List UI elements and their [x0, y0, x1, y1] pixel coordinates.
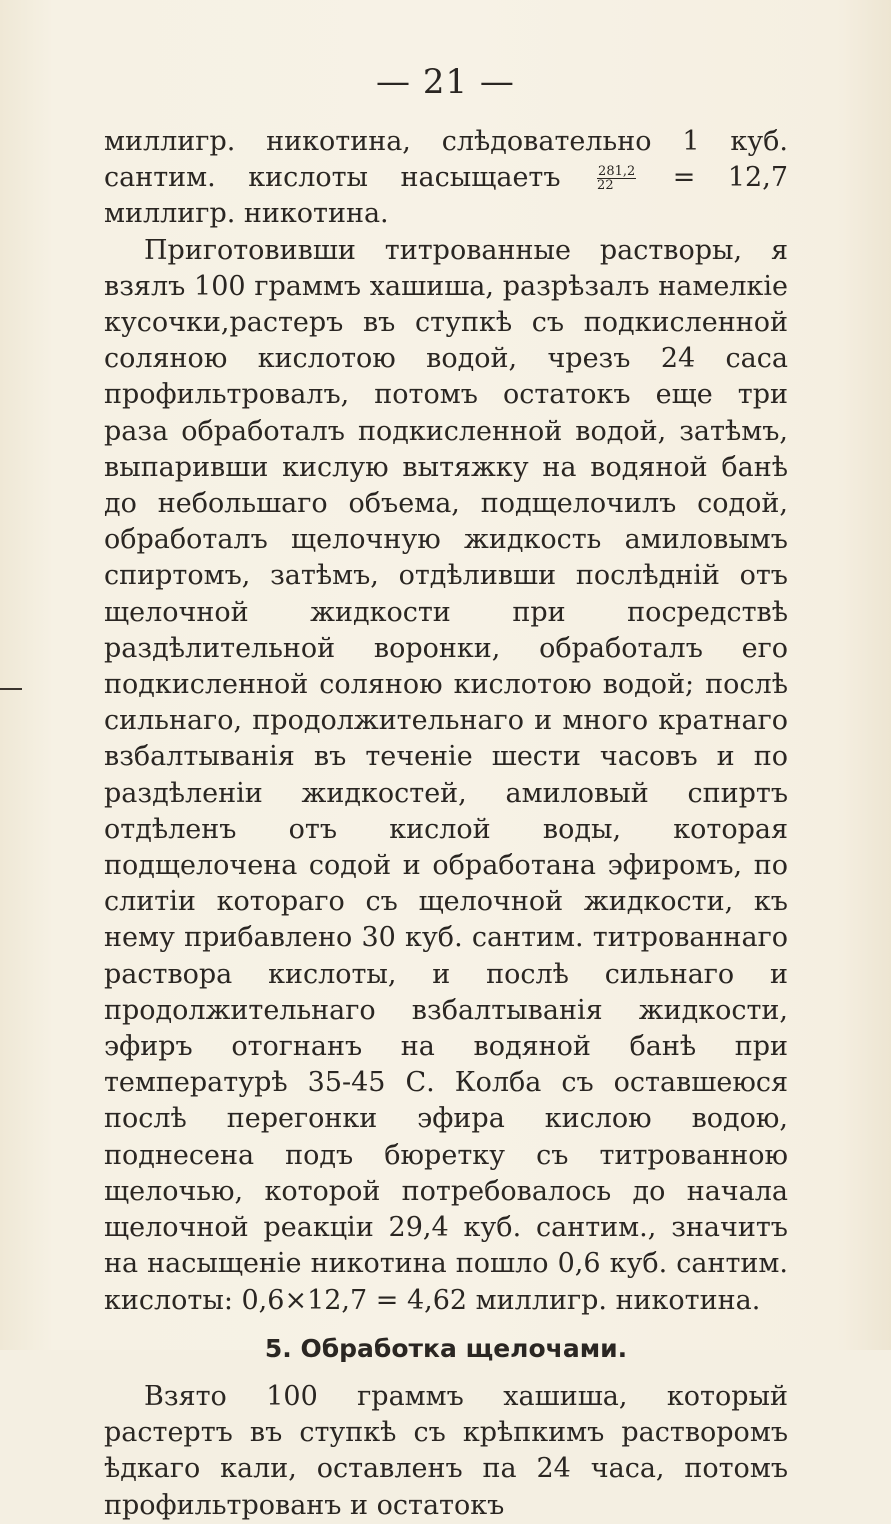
paragraph-1-start: миллигр. никотина, слѣдовательно 1 куб. сантим. кислоты насыщаетъ — [104, 126, 788, 194]
fraction — [597, 165, 636, 192]
paragraph-1 — [104, 124, 788, 233]
margin-mark — [0, 688, 22, 690]
paragraph-3: Взято 100 граммъ хашиша, который растертъ въ ступкѣ съ крѣпкимъ растворомъ ѣдкаго кали, оставленъ па 24 часа, потомъ профильтрованъ и остатокъ — [104, 1380, 788, 1521]
section-heading: 5. Обработка щелочами. — [264, 1333, 628, 1363]
paragraph-1-end: = 12,7 миллигр. никотина. — [104, 162, 788, 230]
paragraph-2: Приготовивши титрованные растворы, я взялъ 100 граммъ хашиша, разрѣзалъ намелкіе кусочки,растеръ въ ступкѣ съ подкисленной соляною кислотою водой, чрезъ 24 саса профильтровалъ, потомъ остатокъ еще три раза обработалъ подкисленной водой, затѣмъ, выпаривши кислую вытяжку на водяной банѣ до небольшаго объема, подщелочилъ содой, обработалъ щелочную жидкость амиловымъ спиртомъ, затѣмъ, отдѣливши послѣдній отъ щелочной жидкости при посредствѣ раздѣлительной воронки, обработалъ его подкисленной соляною кислотою водой; послѣ сильнаго, продолжительнаго и много кратнаго взбалтыванія въ теченіе шести часовъ и по раздѣленіи жидкостей, амиловый спиртъ отдѣленъ отъ кислой воды, которая подщелочена содой и обработана эфиромъ, по слитіи котораго съ щелочной жидкости, къ нему прибавлено 30 куб. сантим. титрованнаго раствора кислоты, и послѣ сильнаго и продолжительнаго взбалтыванія жидкости, эфиръ отогнанъ на водяной банѣ при температурѣ 35-45 С. Колба съ оставшеюся послѣ перегонки эфира кислою водою, поднесена подъ бюретку съ титрованною щелочью, которой потребовалось до начала щелочной реакціи 29,4 куб. сантим., значитъ на насыщеніе никотина пошло 0,6 куб. сантим. кислоты: 0,6×12,7 = 4,62 миллигр. никотина. — [104, 234, 788, 1316]
page-number: — 21 — — [376, 62, 515, 102]
fraction-numerator: 281,2 — [598, 164, 636, 180]
page-text — [104, 124, 788, 1524]
fraction-denominator: 22 — [597, 178, 614, 194]
